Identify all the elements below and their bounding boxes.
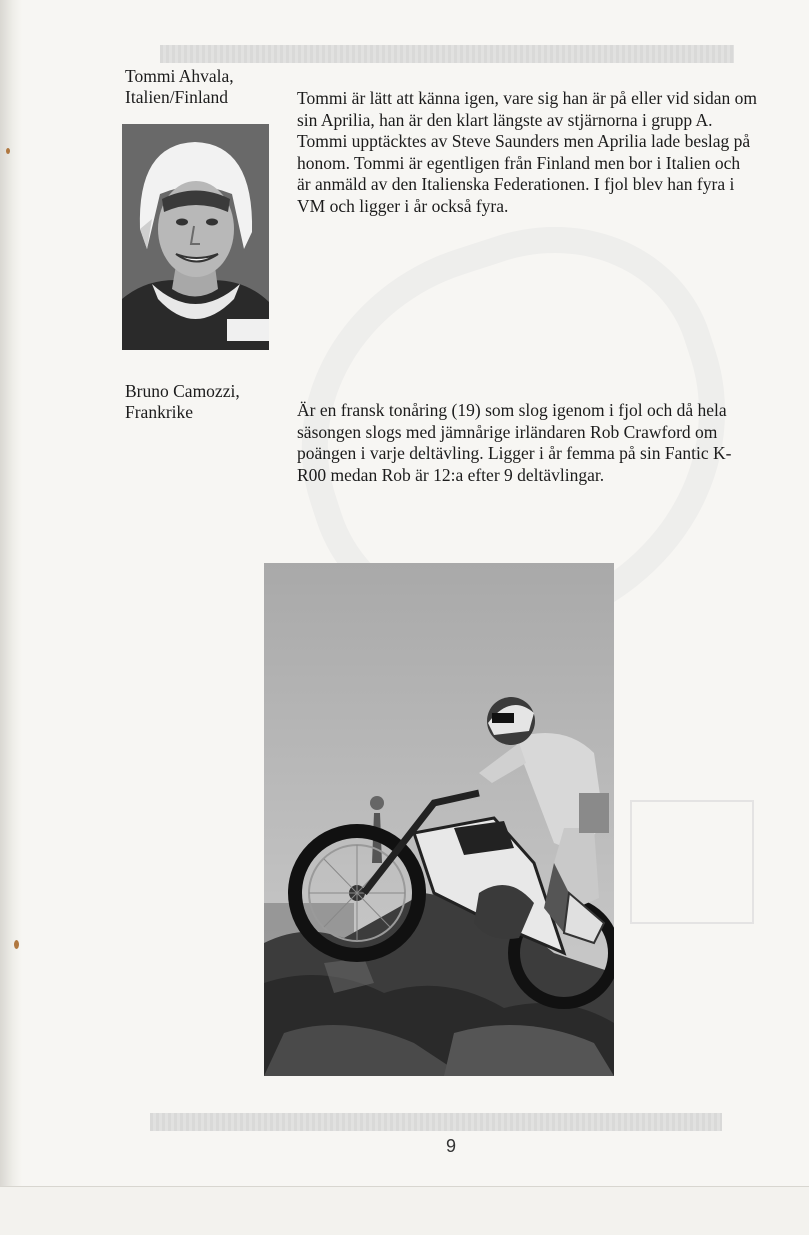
trial-motorcycle-photo [264, 563, 614, 1076]
paper-speck [14, 940, 19, 949]
rider-name-line: Bruno Camozzi, [125, 381, 240, 401]
bottom-decorative-band [150, 1113, 722, 1131]
rider-name-line: Tommi Ahvala, [125, 66, 234, 86]
rider-name-tommi [125, 66, 234, 108]
top-decorative-band [160, 45, 734, 63]
page-bottom-edge [0, 1186, 809, 1235]
bleed-through-box [630, 800, 754, 924]
rider-name-bruno [125, 381, 240, 423]
rider-description-bruno: Är en fransk tonåring (19) som slog igenom i fjol och då hela säsongen slogs med jämnårige irländaren Rob Crawford om poängen i varje deltävling. Ligger i år femma på sin Fantic K-R00 medan Rob är 12:a efter 9 deltävlingar. [297, 400, 732, 485]
rider-country-line: Frankrike [125, 402, 194, 422]
rider-country-line: Italien/Finland [125, 87, 229, 107]
portrait-photo [122, 124, 269, 350]
rider-description-tommi: Tommi är lätt att känna igen, vare sig han är på eller vid sidan om sin Aprilia, han är den klart längste av stjärnorna i grupp A. Tommi upptäcktes av Steve Saunders men Aprilia lade beslag på honom. Tommi är egentligen från Finland men bor i Italien och är anmäld av den Italienska Federationen. I fjol blev han fyra i VM och ligger i år också fyra. [297, 88, 757, 216]
page-number: 9 [446, 1136, 457, 1156]
paper-speck [6, 148, 10, 154]
page-binding-shadow [0, 0, 22, 1234]
